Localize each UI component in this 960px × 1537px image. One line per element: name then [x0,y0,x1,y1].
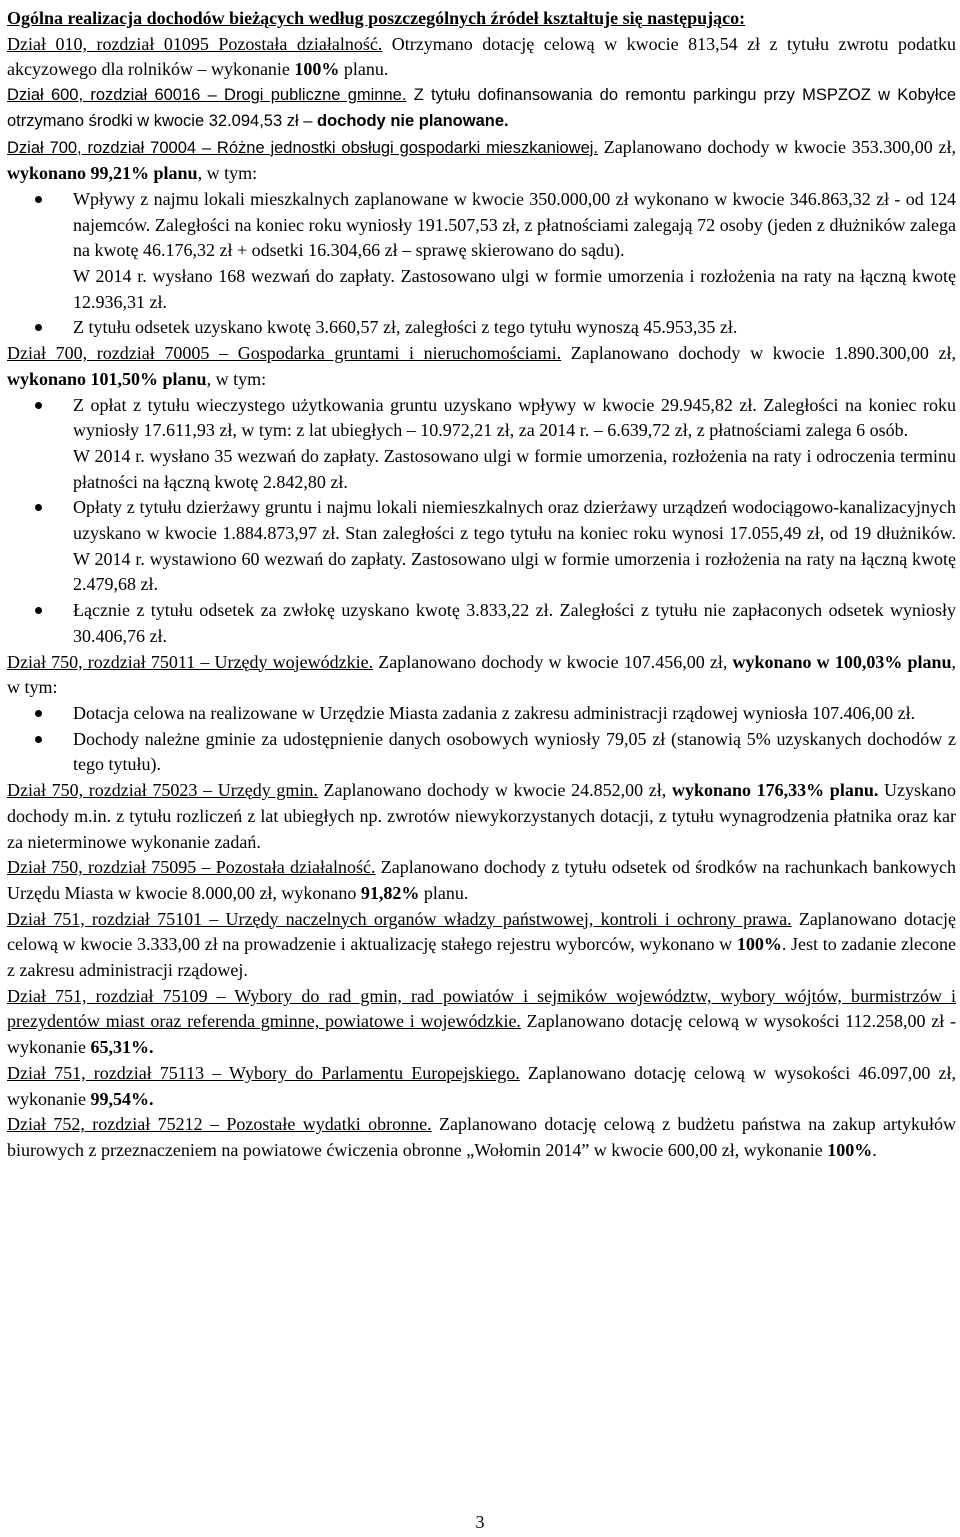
list-item-text: Opłaty z tytułu dzierżawy gruntu i najmu lokali niemieszkalnych oraz dzierżawy urządzeń wodociągowo-kanalizacyjnych uzyskano w kwocie 1.884.873,97 zł. Stan zaległości z tego tytułu na koniec roku wynosi 17.055,49 zł, od 19 dłużników. W 2014 r. wystawiono 60 wezwań do zapłaty. Zastosowano ulgi w formie umorzenia i rozłożenia na raty na łączną kwotę 2.479,68 zł. [73,497,956,595]
paragraph-text: Zaplanowano dochody z tytułu odsetek od środków na rachunkach bankowych Urzędu Miasta w kwocie 8.000,00 zł, wykonano [7,857,956,903]
paragraph-700-70005 [7,341,956,392]
section-title: Dział 700, rozdział 70004 – Różne jednostki obsługi gospodarki mieszkaniowej. [7,138,599,157]
list-item [73,495,956,598]
paragraph-751-75113 [7,1061,956,1112]
list-item [73,701,956,727]
paragraph-751-75109 [7,984,956,1061]
paragraph-text: , w tym: [197,163,258,184]
page-number: 3 [475,1512,485,1532]
list-item-text: Z tytułu odsetek uzyskano kwotę 3.660,57 zł, zaległości z tego tytułu wynoszą 45.953,35 zł. [73,317,738,338]
paragraph-text: Z tytułu dofinansowania do remontu parkingu przy MSPZOZ w Kobyłce otrzymano środki w kwocie 32.094,53 zł – [7,86,956,130]
paragraph-text: Zaplanowano dotację celową w wysokości 112.258,00 zł - wykonanie [7,1011,957,1058]
paragraph-750-75011 [7,650,956,701]
emphasis-text: 99,54%. [90,1088,154,1109]
paragraph-text: Zaplanowano dochody w kwocie 24.852,00 zł, [317,780,672,801]
emphasis-text: dochody nie planowane. [316,111,509,130]
emphasis-text: 100% [294,59,340,80]
bullet-list [7,701,956,778]
bullet-list [7,187,956,341]
section-title: Dział 751, rozdział 75113 – Wybory do Parlamentu Europejskiego. [7,1062,520,1083]
paragraph-750-75095 [7,855,956,906]
paragraph-text: Zaplanowano dotację celową w wysokości 46.097,00 zł, wykonanie [7,1062,956,1109]
paragraph-text: Zaplanowano dotację celową w kwocie 3.333,00 zł na prowadzenie i aktualizację stałego rejestru wyborców, wykonano w [7,908,957,955]
paragraph-751-75101 [7,907,956,984]
list-item-text: Dochody należne gminie za udostępnienie danych osobowych wyniosły 79,05 zł (stanowią 5% uzyskanych dochodów z tego tytułu). [73,728,956,775]
emphasis-text: 100% [736,934,782,955]
section-title: Dział 751, rozdział 75101 – Urzędy naczelnych organów władzy państwowej, kontroli i ochrony prawa. [7,908,792,929]
paragraph-700-70004 [7,135,956,187]
section-title: Dział 750, rozdział 75023 – Urzędy gmin. [7,780,318,801]
section-title: Dział 010, rozdział 01095 Pozostała działalność. [7,33,383,54]
section-title: Dział 700, rozdział 70005 – Gospodarka gruntami i nieruchomościami. [7,343,562,364]
paragraph-text: , w tym: [206,368,267,389]
list-item [73,393,956,496]
list-item-text: Łącznie z tytułu odsetek za zwłokę uzyskano kwotę 3.833,22 zł. Zaległości z tytułu nie zapłaconych odsetek wyniosły 30.406,76 zł. [73,600,956,646]
emphasis-text: wykonano 99,21% planu [7,163,198,184]
list-item [73,598,956,649]
paragraph-text: Uzyskano dochody m.in. z tytułu rozliczeń z lat ubiegłych np. zwrotów niewykorzystanych dotacji, z tytułu wynagrodzenia płatnika oraz kar za nieterminowe wykonanie zadań. [7,780,956,852]
list-item-text: Z opłat z tytułu wieczystego użytkowania gruntu uzyskano wpływy w kwocie 29.945,82 zł. Zaległości na koniec roku wyniosły 17.611,93 zł, w tym: z lat ubiegłych – 10.972,21 zł, za 2014 r. – 6.639,72 zł, z płatnościami zalega 6 osób. [73,394,956,441]
list-item-text: Dotacja celowa na realizowane w Urzędzie Miasta zadania z zakresu administracji rządowej wyniosła 107.406,00 zł. [73,702,916,723]
section-title: Dział 600, rozdział 60016 – Drogi publiczne gminne. [7,86,407,105]
document-page [7,6,956,1164]
list-item [73,315,956,341]
list-item [73,187,956,316]
paragraph-text: Zaplanowano dochody w kwocie 107.456,00 zł, [373,651,733,672]
paragraph-text: . [872,1139,877,1160]
list-item-text: W 2014 r. wysłano 168 wezwań do zapłaty. Zastosowano ulgi w formie umorzenia i rozłożenia na raty na łączną kwotę 12.936,31 zł. [73,266,956,312]
paragraph-text: , w tym: [7,651,956,698]
paragraph-text: Zaplanowano dochody w kwocie 353.300,00 zł, [598,136,956,157]
paragraph-text: Zaplanowano dotację celową z budżetu państwa na zakup artykułów biurowych z przeznaczeniem na powiatowe ćwiczenia obronne „Wołomin 2014” w kwocie 600,00 zł, wykonanie [7,1114,956,1160]
paragraph-text: Zaplanowano dochody w kwocie 1.890.300,00 zł, [561,343,957,364]
section-title: Dział 752, rozdział 75212 – Pozostałe wydatki obronne. [7,1114,432,1135]
document-heading: Ogólna realizacja dochodów bieżących według poszczególnych źródeł kształtuje się następująco: [7,8,746,28]
list-item [73,727,956,778]
emphasis-text: 65,31%. [90,1037,154,1058]
paragraph-750-75023 [7,778,956,855]
emphasis-text: wykonano 176,33% planu. [671,780,879,801]
paragraph-752-75212 [7,1112,956,1163]
section-title: Dział 751, rozdział 75109 – Wybory do rad gmin, rad powiatów i sejmików województw, wybory wójtów, burmistrzów i prezydentów miast oraz referenda gminne, powiatowe i wojewódzkie. [7,985,956,1032]
paragraph-text: Otrzymano dotację celową w kwocie 813,54 zł z tytułu zwrotu podatku akcyzowego dla rolników – wykonanie [7,33,956,80]
emphasis-text: 100% [827,1139,873,1160]
paragraph-600-60016 [7,83,956,134]
emphasis-text: wykonano w 100,03% planu [732,651,952,672]
emphasis-text: 91,82% [360,882,420,903]
list-item-text: W 2014 r. wysłano 35 wezwań do zapłaty. Zastosowano ulgi w formie umorzenia, rozłożenia na raty i odroczenia terminu płatności na łączną kwotę 2.842,80 zł. [73,445,956,492]
emphasis-text: wykonano 101,50% planu [7,368,207,389]
paragraph-text: planu. [339,59,389,80]
list-item-text: Wpływy z najmu lokali mieszkalnych zaplanowane w kwocie 350.000,00 zł wykonano w kwocie 346.863,32 zł - od 124 najemców. Zaległości na koniec roku wyniosły 191.507,53 zł, z płatnościami zalegają 72 osoby (jeden z dłużników zalega na kwotę 46.176,32 zł + odsetki 16.304,66 zł – sprawę skierowano do sądu). [73,188,956,261]
paragraph-010-01095 [7,32,956,83]
paragraph-text: . Jest to zadanie zlecone z zakresu administracji rządowej. [7,934,957,981]
section-title: Dział 750, rozdział 75011 – Urzędy wojewódzkie. [7,651,374,672]
bullet-list [7,393,956,650]
section-title: Dział 750, rozdział 75095 – Pozostała działalność. [7,857,376,878]
paragraph-text: planu. [419,882,469,903]
